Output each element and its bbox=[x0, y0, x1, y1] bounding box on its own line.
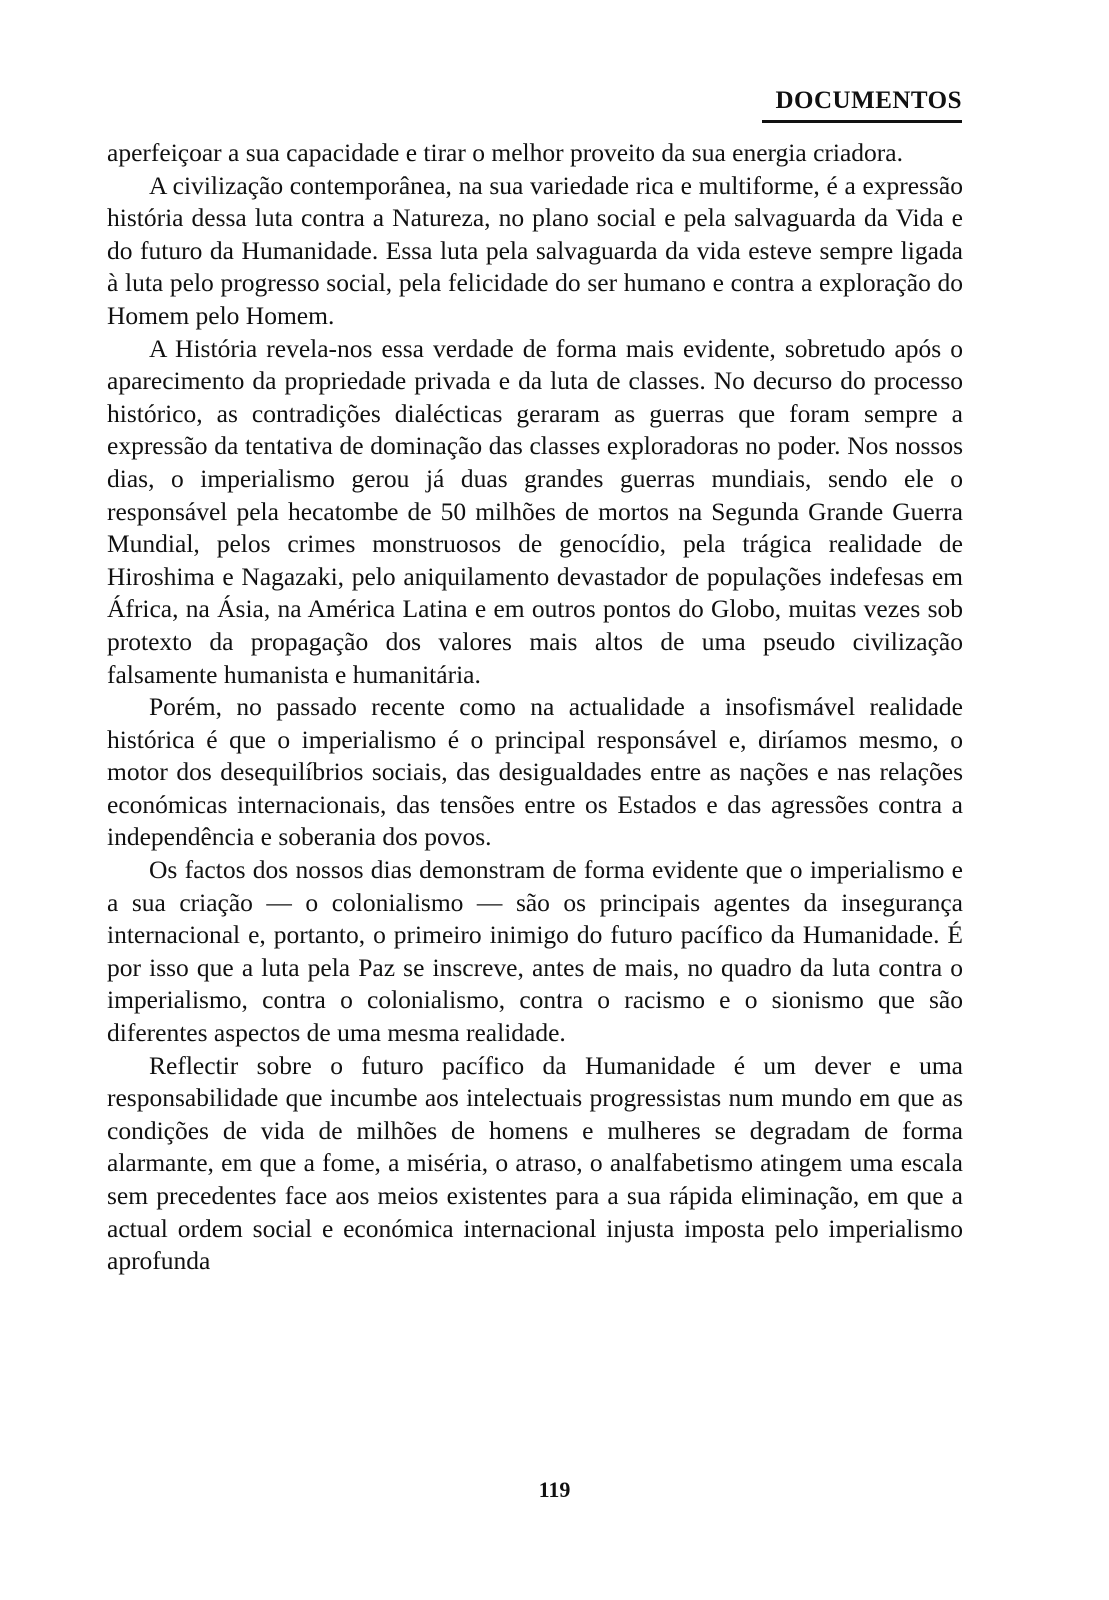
paragraph: A História revela-nos essa verdade de forma mais evidente, sobretudo após o aparecimento da propriedade privada e da luta de classes. No decurso do processo histórico, as contradições dialécticas geraram as guerras que foram sempre a expressão da tentativa de dominação das classes exploradoras no poder. Nos nossos dias, o imperialismo gerou já duas grandes guerras mundiais, sendo ele o responsável pela hecatombe de 50 milhões de mortos na Segunda Grande Guerra Mundial, pelos crimes monstruosos de genocídio, pela trágica realidade de Hiroshima e Nagazaki, pelo aniquilamento devastador de populações indefesas em África, na Ásia, na América Latina e em outros pontos do Globo, muitas vezes sob protexto da propagação dos valores mais altos de uma pseudo civilização falsamente humanista e humanitária. bbox=[107, 333, 963, 689]
body-text bbox=[107, 137, 963, 1278]
page-number: 119 bbox=[538, 1477, 571, 1502]
paragraph: aperfeiçoar a sua capacidade e tirar o melhor proveito da sua energia criadora. bbox=[107, 138, 903, 167]
paragraph: Reflectir sobre o futuro pacífico da Humanidade é um dever e uma responsabilidade que incumbe aos intelectuais progressistas num mundo em que as condições de vida de milhões de homens e mulheres se degradam de forma alarmante, em que a fome, a miséria, o atraso, o analfabetismo atingem uma escala sem precedentes face aos meios existentes para a sua rápida eliminação, em que a actual ordem social e económica internacional injusta imposta pelo imperialismo aprofunda bbox=[107, 1050, 963, 1276]
paragraph: Porém, no passado recente como na actualidade a insofismável realidade histórica é que o imperialismo é o principal responsável e, diríamos mesmo, o motor dos desequilíbrios sociais, das desigualdades entre as nações e nas relações económicas internacionais, das tensões entre os Estados e das agressões contra a independência e soberania dos povos. bbox=[107, 692, 963, 852]
running-header bbox=[760, 86, 962, 116]
paragraph: A civilização contemporânea, na sua variedade rica e multiforme, é a expressão história dessa luta contra a Natureza, no plano social e pela salvaguarda da Vida e do futuro da Humanidade. Essa luta pela salvaguarda da vida esteve sempre ligada à luta pelo progresso social, pela felicidade do ser humano e contra a exploração do Homem pelo Homem. bbox=[107, 170, 963, 330]
header-underline bbox=[762, 120, 962, 123]
paragraph: Os factos dos nossos dias demonstram de forma evidente que o imperialismo e a sua criação — o colonialismo — são os principais agentes da insegurança internacional e, portanto, o primeiro inimigo do futuro pacífico da Humanidade. É por isso que a luta pela Paz se inscreve, antes de mais, no quadro da luta contra o imperialismo, contra o colonialismo, contra o racismo e o sionismo que são diferentes aspectos de uma mesma realidade. bbox=[107, 855, 963, 1048]
section-title: DOCUMENTOS bbox=[775, 87, 962, 114]
